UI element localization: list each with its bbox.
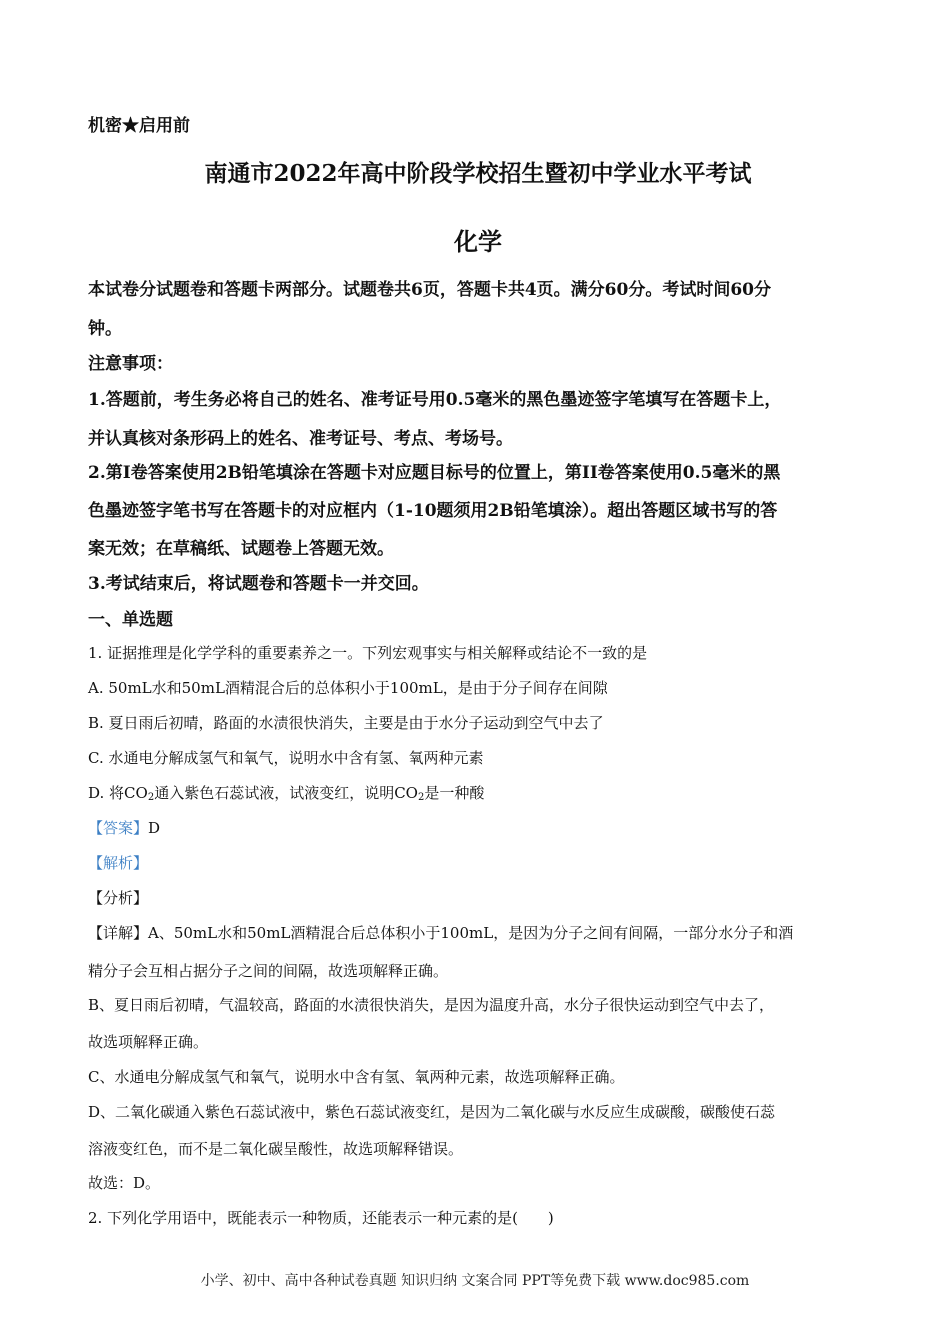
fenxi-tag: 【分析】 xyxy=(88,889,149,907)
note2-line-3: 案无效；在草稿纸、试题卷上答题无效。 xyxy=(88,539,394,559)
exam-title: 南通市2022年高中阶段学校招生暨初中学业水平考试 xyxy=(204,160,752,187)
q1-option-d-part2: 通入紫色石蕊试液，试液变红，说明CO xyxy=(154,784,418,802)
q1-option-d-sub2: 2 xyxy=(417,792,425,803)
detail-3: C、水通电分解成氢气和氧气，说明水中含有氢、氧两种元素，故选项解释正确。 xyxy=(88,1068,625,1086)
q1-option-c: C. 水通电分解成氢气和氧气，说明水中含有氢、氧两种元素 xyxy=(88,749,484,767)
q1-option-b: B. 夏日雨后初晴，路面的水渍很快消失，主要是由于水分子运动到空气中去了 xyxy=(88,714,604,732)
detail-1-line-2: 精分子会互相占据分子之间的间隔，故选项解释正确。 xyxy=(88,962,449,980)
note2-line-2: 色墨迹签字笔书写在答题卡的对应框内（1-10题须用2B铅笔填涂）。超出答题区域书写的答 xyxy=(88,501,778,521)
answer-value: D xyxy=(148,819,161,837)
detail-1-line-1: 【详解】A、50mL水和50mL酒精混合后总体积小于100mL，是因为分子之间有间隔，一部分水分子和酒 xyxy=(88,924,794,942)
q1-option-d xyxy=(88,782,484,803)
answer-tag: 【答案】 xyxy=(88,819,149,837)
q1-answer xyxy=(88,817,160,838)
detail-4-line-1: D、二氧化碳通入紫色石蕊试液中，紫色石蕊试液变红，是因为二氧化碳与水反应生成碳酸，碳酸使石蕊 xyxy=(88,1103,776,1121)
subject-title: 化学 xyxy=(454,227,502,256)
q1-stem: 1. 证据推理是化学学科的重要素养之一。下列宏观事实与相关解释或结论不一致的是 xyxy=(88,644,648,662)
q1-option-d-part1: D. 将CO xyxy=(88,784,148,802)
note3: 3.考试结束后，将试题卷和答题卡一并交回。 xyxy=(88,574,429,594)
intro-line-2: 钟。 xyxy=(88,319,122,339)
note1-line-1: 1.答题前，考生务必将自己的姓名、准考证号用0.5毫米的黑色墨迹签字笔填写在答题卡上， xyxy=(88,390,782,410)
detail-4-line-2: 溶液变红色，而不是二氧化碳呈酸性，故选项解释错误。 xyxy=(88,1140,464,1158)
notes-title: 注意事项： xyxy=(88,354,173,374)
detail-2-line-1: B、夏日雨后初晴，气温较高，路面的水渍很快消失，是因为温度升高，水分子很快运动到空气中去了， xyxy=(88,996,775,1014)
confidential-mark: 机密★启用前 xyxy=(88,116,190,136)
note1-line-2: 并认真核对条形码上的姓名、准考证号、考点、考场号。 xyxy=(88,429,513,449)
section-heading: 一、单选题 xyxy=(88,610,173,630)
detail-2-line-2: 故选项解释正确。 xyxy=(88,1033,209,1051)
q1-option-d-sub1: 2 xyxy=(147,792,155,803)
q1-conclusion: 故选：D。 xyxy=(88,1174,161,1192)
note2-line-1: 2.第I卷答案使用2B铅笔填涂在答题卡对应题目标号的位置上，第II卷答案使用0.5毫米的黑 xyxy=(88,463,781,483)
page-footer: 小学、初中、高中各种试卷真题 知识归纳 文案合同 PPT等免费下载 www.doc985.com xyxy=(200,1273,750,1289)
q1-option-d-part3: 是一种酸 xyxy=(424,784,485,802)
q2-stem: 2. 下列化学用语中，既能表示一种物质，还能表示一种元素的是( ) xyxy=(88,1209,554,1227)
analysis-tag: 【解析】 xyxy=(88,854,149,872)
intro-line-1: 本试卷分试题卷和答题卡两部分。试题卷共6页，答题卡共4页。满分60分。考试时间60分 xyxy=(88,280,771,300)
q1-option-a: A. 50mL水和50mL酒精混合后的总体积小于100mL，是由于分子间存在间隙 xyxy=(88,679,608,697)
